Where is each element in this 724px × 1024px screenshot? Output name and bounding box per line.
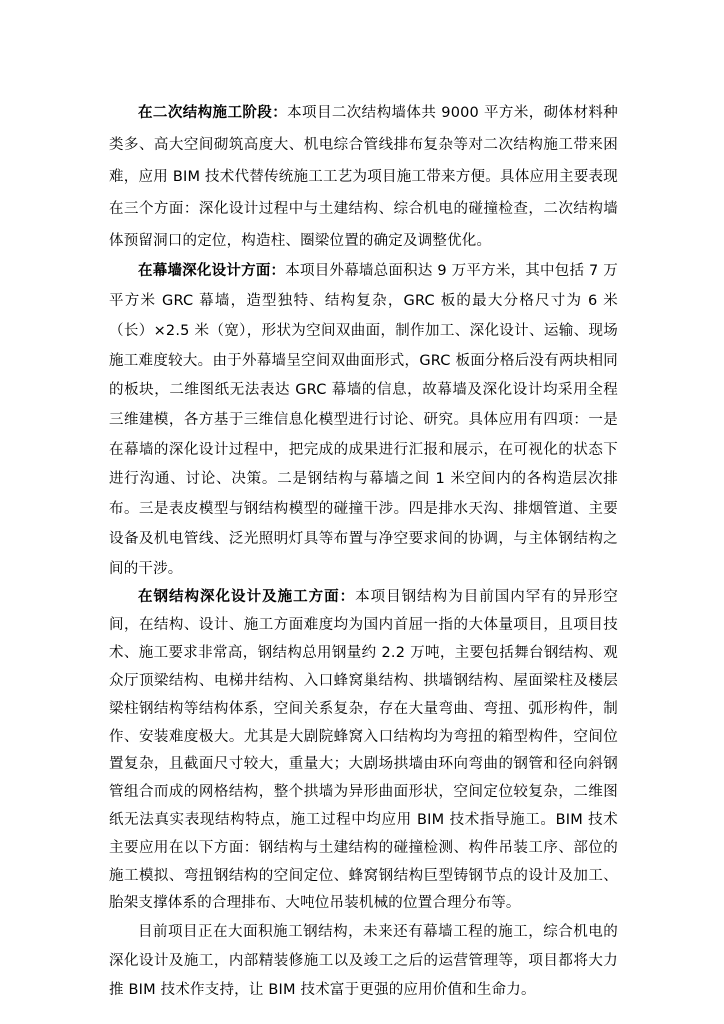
paragraph-lead: 在钢结构深化设计及施工方面： [138,589,356,606]
paragraph-curtain-wall [109,257,618,584]
paragraph-text: 本项目钢结构为目前国内罕有的异形空间，在结构、设计、施工方面难度均为国内首屈一指的大体量项目，且项目技术、施工要求非常高，钢结构总用钢量约 2.2 万吨，主要包括舞台钢结构、观众厅顶梁结构、电梯井结构、入口蜂窝巢结构、拱墙钢结构、屋面梁柱及楼层梁柱钢结构等结构体系，空间关系复杂，存在大量弯曲、弯扭、弧形构件，制作、安装难度极大。尤其是大剧院蜂窝入口结构均为弯扭的箱型构件，空间位置复杂，且截面尺寸较大，重量大；大剧场拱墙由环向弯曲的钢管和径向斜钢管组合而成的网格结构，整个拱墙为异形曲面形状，空间定位较复杂，二维图纸无法真实表现结构特点，施工过程中均应用 BIM 技术指导施工。BIM 技术主要应用在以下方面：钢结构与土建结构的碰撞检测、构件吊装工序、部位的施工模拟、弯扭钢结构的空间定位、蜂窝钢结构巨型铸钢节点的设计及加工、胎架支撑体系的合理排布、大吨位吊装机械的位置合理分布等。 [109,589,618,912]
paragraph-text: 本项目外幕墙总面积达 9 万平方米，其中包括 7 万平方米 GRC 幕墙，造型独特、结构复杂，GRC 板的最大分格尺寸为 6 米（长）×2.5 米（宽），形状为空间双曲面，制作加工、深化设计、运输、现场施工难度较大。由于外幕墙呈空间双曲面形式，GRC 板面分格后没有两块相同的板块，二维图纸无法表达 GRC 幕墙的信息，故幕墙及深化设计均采用全程三维建模，各方基于三维信息化模型进行讨论、研究。具体应用有四项：一是在幕墙的深化设计过程中，把完成的成果进行汇报和展示，在可视化的状态下进行沟通、讨论、决策。二是钢结构与幕墙之间 1 米空间内的各构造层次排布。三是表皮模型与钢结构模型的碰撞干涉。四是排水天沟、排烟管道、主要设备及机电管线、泛光照明灯具等布置与净空要求间的协调，与主体钢结构之间的干涉。 [109,263,618,577]
paragraph-text: 目前项目正在大面积施工钢结构，未来还有幕墙工程的施工，综合机电的深化设计及施工，内部精装修施工以及竣工之后的运营管理等，项目都将大力推 BIM 技术作支持，让 BIM 技术富于更强的应用价值和生命力。 [109,924,618,999]
paragraph-secondary-structure [109,98,618,257]
paragraph-text: 本项目二次结构墙体共 9000 平方米，砌体材料种类多、高大空间砌筑高度大、机电综合管线排布复杂等对二次结构施工带来困难，应用 BIM 技术代替传统施工工艺为项目施工带来方便。具体应用主要表现在三个方面：深化设计过程中与土建结构、综合机电的碰撞检查，二次结构墙体预留洞口的定位，构造柱、圈梁位置的确定及调整优化。 [109,105,618,249]
document-body [109,98,618,1005]
paragraph-lead: 在二次结构施工阶段： [138,105,288,121]
paragraph-conclusion [109,918,618,1005]
paragraph-lead: 在幕墙深化设计方面： [138,263,286,280]
paragraph-steel-structure [109,584,618,918]
